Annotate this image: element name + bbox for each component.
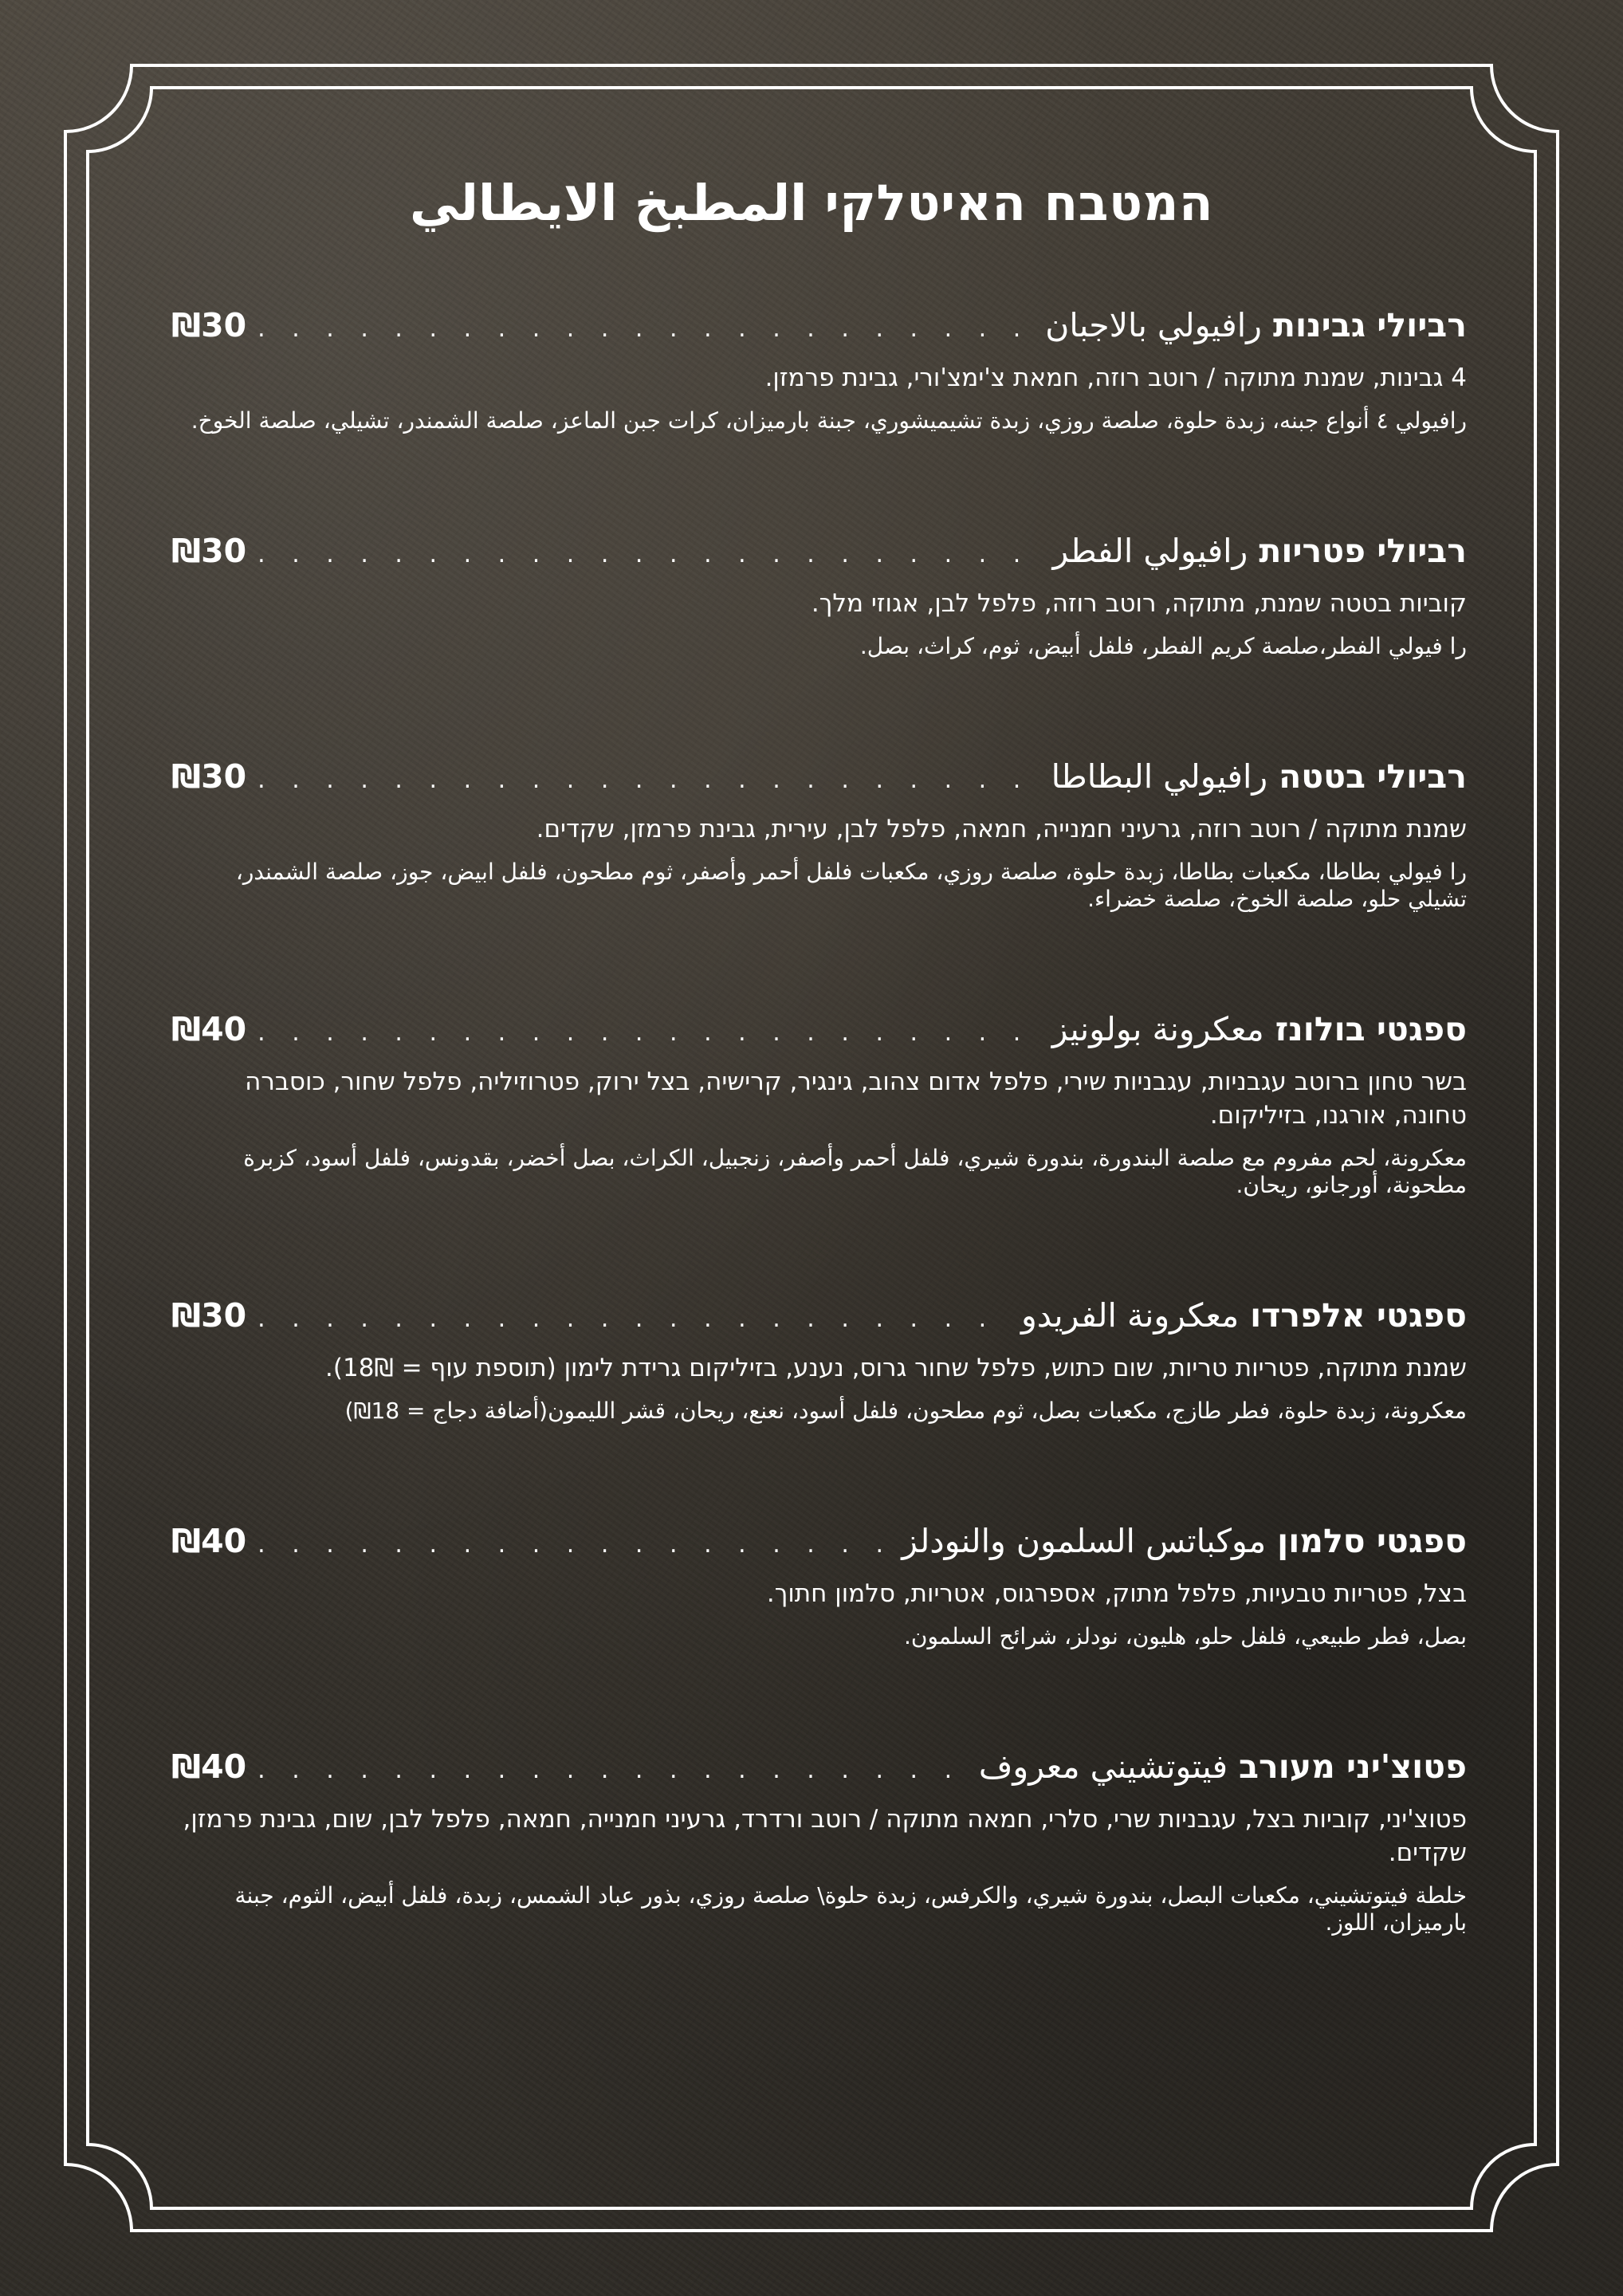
item-name-arabic: موكباتس السلمون والنودلز — [902, 1522, 1267, 1560]
item-price: ₪30 — [171, 1296, 247, 1335]
menu-item — [171, 1007, 1467, 1199]
item-name-arabic: فيتوتشيني معروف — [978, 1748, 1228, 1786]
dot-leader — [257, 758, 1039, 803]
item-description-arabic: را فيولي بطاطا، مكعبات بطاطا، زبدة حلوة، صلصة روزي، مكعبات فلفل أحمر وأصفر، ثوم مطحون، فلفل ابيض، جوز، صلصة الشمندر، تشيلي حلو، صلصة الخوخ، صلصة خضراء. — [235, 859, 1467, 912]
item-description-hebrew: בצל, פטריות טבעיות, פלפל מתוק, אספרגוס, אטריות, סלמון חתוך. — [766, 1579, 1467, 1608]
item-name-arabic: رافيولي الفطر — [1052, 532, 1248, 570]
item-description-arabic: معكرونة، لحم مفروم مع صلصة البندورة، بندورة شيري، فلفل أحمر وأصفر، زنجبيل، الكراث، بصل أخضر، بقدونس، فلفل أسود، كزبرة مطحونة، أورجانو، ريحان. — [243, 1145, 1467, 1198]
dot-leader — [257, 307, 1034, 352]
item-description-arabic: بصل، فطر طبيعي، فلفل حلو، هليون، نودلز، شرائح السلمون. — [903, 1623, 1467, 1649]
item-description-arabic: رافيولي ٤ أنواع جبنه، زبدة حلوة، صلصة روزي، زبدة تشيميشوري، جبنة بارميزان، كرات جبن الماعز، صلصة الشمندر، تشيلي، صلصة الخوخ. — [191, 407, 1467, 434]
dot-leader — [257, 1748, 968, 1793]
item-name-hebrew: רביולי גבינות — [1272, 306, 1467, 344]
menu-item-header — [171, 1007, 1467, 1056]
dot-leader — [257, 1297, 1010, 1342]
item-name-arabic: معكرونة الفريدو — [1020, 1296, 1240, 1335]
dot-leader — [257, 1523, 890, 1567]
menu-item — [171, 1744, 1467, 1936]
menu-item-header — [171, 1519, 1467, 1567]
item-price: ₪30 — [171, 306, 247, 344]
item-name-hebrew: רביולי בטטה — [1279, 757, 1467, 796]
item-price: ₪30 — [171, 757, 247, 796]
menu-item-header — [171, 1744, 1467, 1793]
item-description-hebrew: קוביות בטטה שמנת, מתוקה, רוטב רוזה, פלפל לבן, אגוזי מלך. — [811, 589, 1467, 618]
item-name-hebrew: רביולי פטריות — [1259, 532, 1467, 570]
dot-leader — [257, 1011, 1041, 1056]
menu-item — [171, 1519, 1467, 1650]
menu-item — [171, 529, 1467, 660]
item-price: ₪40 — [171, 1748, 247, 1786]
menu-item — [171, 303, 1467, 434]
menu-item-header — [171, 754, 1467, 803]
menu-item-header — [171, 303, 1467, 352]
menu-item — [171, 1293, 1467, 1425]
menu-item-header — [171, 529, 1467, 577]
item-price: ₪30 — [171, 532, 247, 570]
dot-leader — [257, 533, 1041, 577]
item-name-arabic: رافيولي البطاطا — [1051, 757, 1268, 796]
item-name-arabic: معكرونة بولونيز — [1051, 1010, 1264, 1048]
item-description-hebrew: 4 גבינות, שמנת מתוקה / רוטב רוזה, חמאת צ'ימצ'ורי, גבינת פרמזן. — [764, 364, 1467, 392]
item-name-hebrew: פטוצ'יני מעורב — [1239, 1748, 1467, 1786]
menu-item-header — [171, 1293, 1467, 1342]
item-description-arabic: معكرونة، زبدة حلوة، فطر طازج، مكعبات بصل، ثوم مطحون، فلفل أسود، نعنع، ريحان، قشر الليمون(أضافة دجاج = 18₪) — [344, 1398, 1467, 1424]
item-description-hebrew: פטוצ'יני, קוביות בצל, עגבניות שרי, סלרי, חמאה מתוקה / רוטב ורדרד, גרעיני חמנייה, חמאה, פלפל לבן, שום, גבינת פרמזן, שקדים. — [183, 1805, 1467, 1867]
item-description-hebrew: שמנת מתוקה / רוטב רוזה, גרעיני חמנייה, חמאה, פלפל לבן, עירית, גבינת פרמזן, שקדים. — [536, 815, 1467, 843]
item-name-hebrew: ספגטי אלפרדו — [1250, 1296, 1467, 1335]
item-description-arabic: خلطة فيتوتشيني، مكعبات البصل، بندورة شيري، والكرفس، زبدة حلوة\ صلصة روزي، بذور عباد الشمس، زبدة، فلفل أبيض، الثوم، جبنة بارميزان، اللوز. — [234, 1882, 1467, 1936]
menu-list — [171, 303, 1467, 2024]
item-description-hebrew: שמנת מתוקה, פטריות טריות, שום כתוש, פלפל שחור גרוס, נענע, בזיליקום גרידת לימון (תוספת עוף = 18₪). — [325, 1354, 1467, 1382]
item-description-hebrew: בשר טחון ברוטב עגבניות, עגבניות שירי, פלפל אדום צהוב, גינגיר, קרישיה, בצל ירוק, פטרוזיליה, פלפל שחור, כוסברה טחונה, אורגנו, בזיליקום. — [245, 1067, 1467, 1130]
item-price: ₪40 — [171, 1010, 247, 1048]
item-price: ₪40 — [171, 1522, 247, 1560]
menu-title: המטבח האיטלקי المطبخ الايطالي — [409, 174, 1214, 232]
item-description-arabic: را فيولي الفطر،صلصة كريم الفطر، فلفل أبيض، ثوم، كراث، بصل. — [859, 633, 1467, 659]
item-name-hebrew: ספגטי בולונז — [1275, 1010, 1467, 1048]
item-name-hebrew: ספגטי סלמון — [1277, 1522, 1467, 1560]
menu-item — [171, 754, 1467, 913]
item-name-arabic: رافيولي بالاجبان — [1045, 306, 1262, 344]
